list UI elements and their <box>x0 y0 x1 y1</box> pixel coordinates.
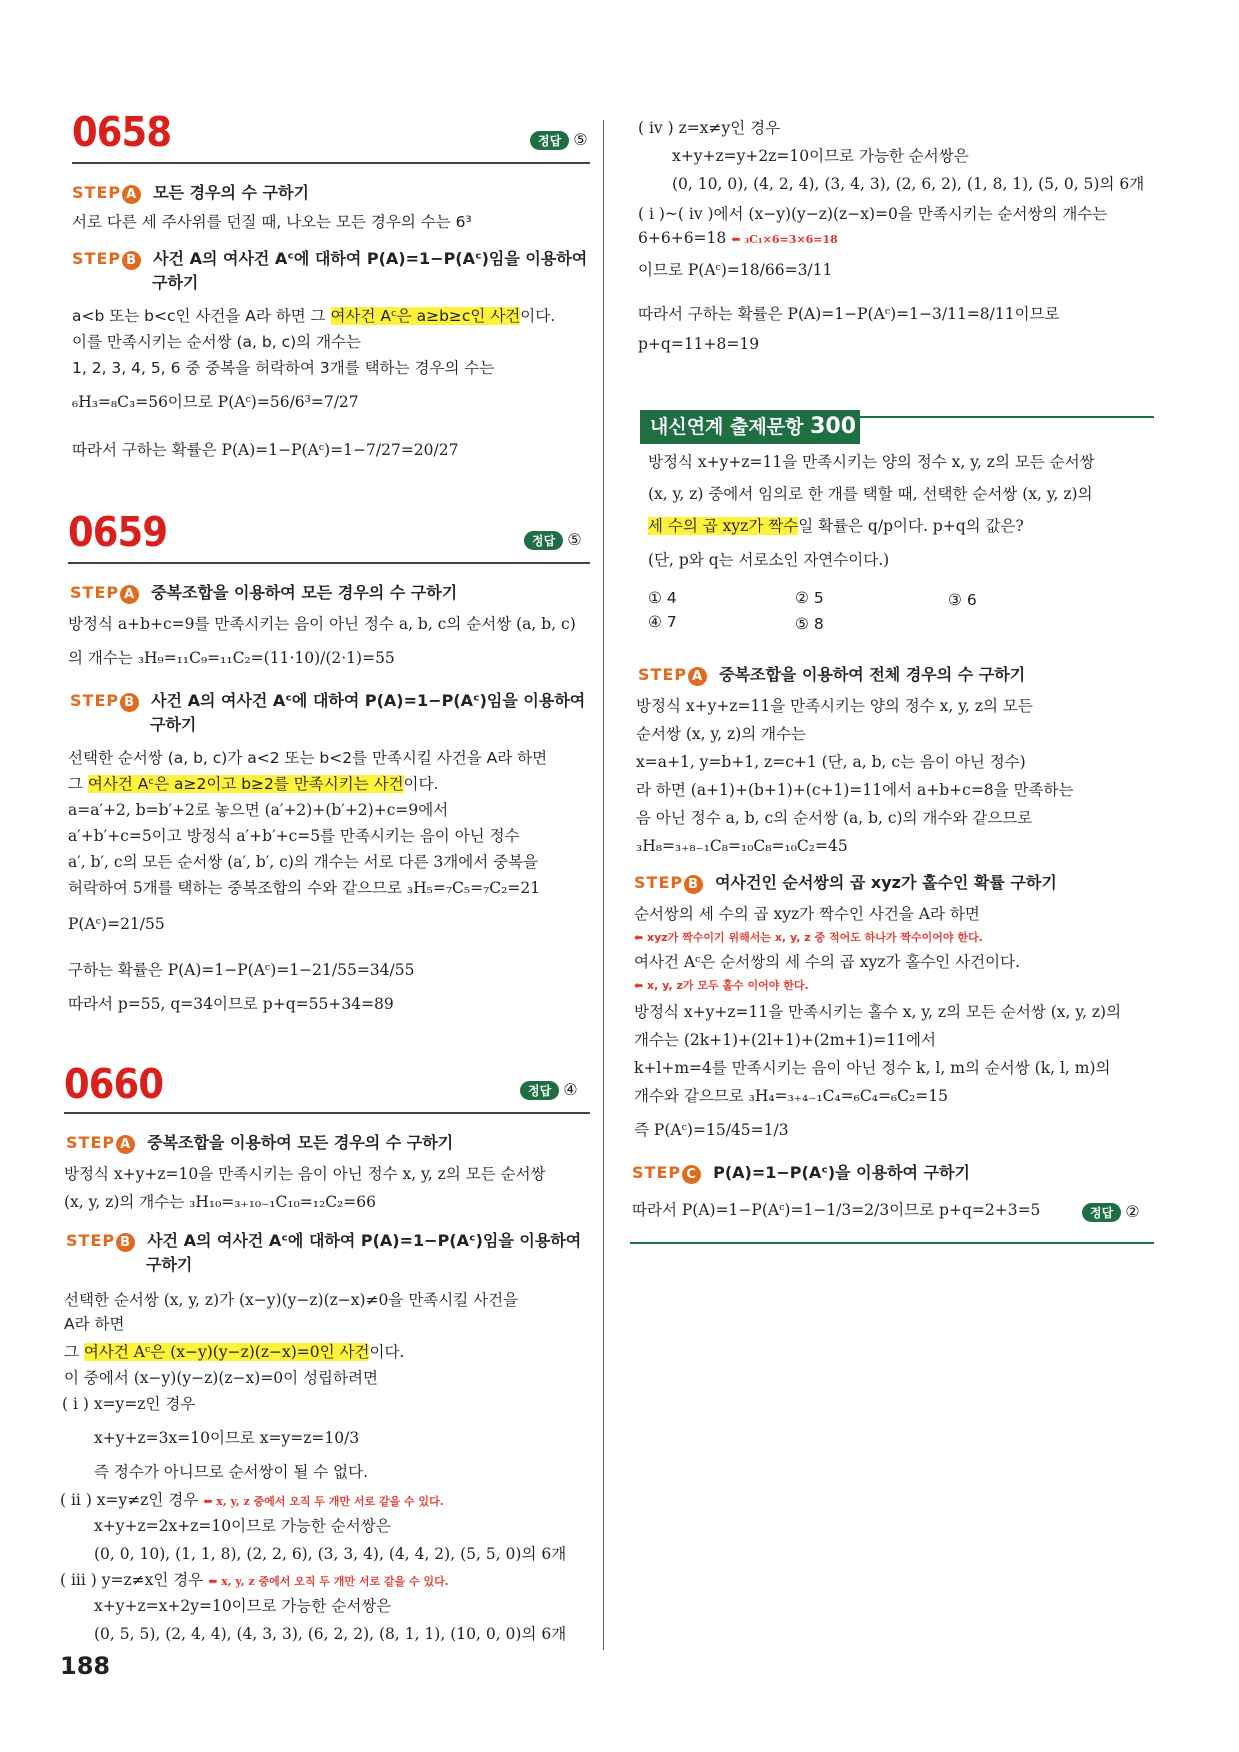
option-3: ③ 6 <box>948 591 977 609</box>
text-line: P(Aᶜ)=21/55 <box>68 915 165 933</box>
text-line: ₆H₃=₈C₃=56이므로 P(Aᶜ)=56/6³=7/27 <box>72 393 359 411</box>
text-line: a′, b′, c의 모든 순서쌍 (a′, b′, c)의 개수는 서로 다른 3개에서 중복을 <box>68 853 539 871</box>
text-line: k+l+m=4를 만족시키는 음이 아닌 정수 k, l, m의 순서쌍 (k, l, m)의 <box>634 1059 1111 1077</box>
note: ⬅ ₃C₁×6=3×6=18 <box>731 233 838 246</box>
step-a-solution: STEP A 중복조합을 이용하여 전체 경우의 수 구하기 <box>638 665 1026 684</box>
step-a-0660: STEP A 중복조합을 이용하여 모든 경우의 수 구하기 <box>66 1133 454 1152</box>
text-line: p+q=11+8=19 <box>638 335 760 353</box>
highlight: 여사건 Aᶜ은 (x−y)(y−z)(z−x)=0인 사건 <box>83 1343 370 1361</box>
option-5: ⑤ 8 <box>795 615 824 633</box>
question-line: (단, p와 q는 서로소인 자연수이다.) <box>648 551 890 569</box>
case-3: ( iii ) y=z≠x인 경우 ⬅ x, y, z 중에서 오직 두 개만 서로 같을 수 있다. <box>60 1571 449 1589</box>
text-line: 개수와 같으므로 ₃H₄=₃₊₄₋₁C₄=₆C₄=₆C₂=15 <box>634 1087 948 1105</box>
step-c-solution: STEP C P(A)=1−P(Aᶜ)을 이용하여 구하기 <box>632 1163 970 1182</box>
text-line: A라 하면 <box>64 1315 125 1333</box>
answer-badge: 정답 <box>520 1081 559 1100</box>
header-bar <box>860 416 1154 418</box>
step-b-0660: STEP B 사건 A의 여사건 Aᶜ에 대하여 P(A)=1−P(Aᶜ)임을 이용하여 <box>66 1231 582 1250</box>
text-line: 이므로 P(Aᶜ)=18/66=3/11 <box>638 261 833 279</box>
answer-value: ⑤ <box>573 130 588 149</box>
step-b-solution: STEP B 여사건인 순서쌍의 곱 xyz가 홀수인 확률 구하기 <box>634 873 1057 892</box>
case-2: ( ii ) x=y≠z인 경우 ⬅ x, y, z 중에서 오직 두 개만 서로 같을 수 있다. <box>60 1491 444 1509</box>
text-line: 이 중에서 (x−y)(y−z)(z−x)=0이 성립하려면 <box>64 1369 378 1387</box>
text-line: a=a′+2, b=b′+2로 놓으면 (a′+2)+(b′+2)+c=9에서 <box>68 801 449 819</box>
text-line: (0, 0, 10), (1, 1, 8), (2, 2, 6), (3, 3, 4), (4, 4, 2), (5, 5, 0)의 6개 <box>94 1545 567 1563</box>
step-a-0659: STEP A 중복조합을 이용하여 모든 경우의 수 구하기 <box>70 583 458 602</box>
problem-number-0660: 0660 <box>64 1060 164 1108</box>
text-line: 그 여사건 Aᶜ은 (x−y)(y−z)(z−x)=0인 사건이다. <box>64 1343 405 1361</box>
text-line: 즉 정수가 아니므로 순서쌍이 될 수 없다. <box>94 1463 369 1481</box>
note: ⬅ xyz가 짝수이기 위해서는 x, y, z 중 적어도 하나가 짝수이어야 한다. <box>634 931 983 944</box>
answer-value: ② <box>1125 1202 1140 1221</box>
answer-value: ⑤ <box>567 530 582 549</box>
text-line: 따라서 P(A)=1−P(Aᶜ)=1−1/3=2/3이므로 p+q=2+3=5 <box>632 1201 1041 1219</box>
text-line: 순서쌍의 세 수의 곱 xyz가 짝수인 사건을 A라 하면 <box>634 905 980 923</box>
text-line: 음 아닌 정수 a, b, c의 순서쌍 (a, b, c)의 개수와 같으므로 <box>636 809 1033 827</box>
page-number: 188 <box>60 1652 111 1680</box>
text-line: x+y+z=y+2z=10이므로 가능한 순서쌍은 <box>672 147 969 165</box>
text-line: (x, y, z)의 개수는 ₃H₁₀=₃₊₁₀₋₁C₁₀=₁₂C₂=66 <box>64 1193 377 1211</box>
text-line: 선택한 순서쌍 (a, b, c)가 a<2 또는 b<2를 만족시킬 사건을 A라 하면 <box>68 749 548 767</box>
text-line: 이를 만족시키는 순서쌍 (a, b, c)의 개수는 <box>72 333 361 351</box>
text-line: 구하는 확률은 P(A)=1−P(Aᶜ)=1−21/55=34/55 <box>68 961 415 979</box>
step-b-0658-cont: 구하기 <box>152 273 199 292</box>
divider <box>72 162 590 164</box>
note: ⬅ x, y, z 중에서 오직 두 개만 서로 같을 수 있다. <box>203 1495 444 1508</box>
text-line: 허락하여 5개를 택하는 중복조합의 수와 같으므로 ₃H₅=₇C₅=₇C₂=21 <box>68 879 541 897</box>
problem-number-0658: 0658 <box>72 108 172 156</box>
text-line: 방정식 x+y+z=11을 만족시키는 홀수 x, y, z의 모든 순서쌍 (x, y, z)의 <box>634 1003 1122 1021</box>
step-b-0659: STEP B 사건 A의 여사건 Aᶜ에 대하여 P(A)=1−P(Aᶜ)임을 이용하여 <box>70 691 586 710</box>
question-line: (x, y, z) 중에서 임의로 한 개를 택할 때, 선택한 순서쌍 (x, y, z)의 <box>648 485 1093 503</box>
related-problem-header: 내신연계 출제문항 300 <box>640 410 860 444</box>
step-b-0658: STEP B 사건 A의 여사건 Aᶜ에 대하여 P(A)=1−P(Aᶜ)임을 이용하여 <box>72 249 588 268</box>
answer-0659 <box>524 530 582 550</box>
text-line: a<b 또는 b<c인 사건을 A라 하면 그 여사건 Aᶜ은 a≥b≥c인 사건이다. <box>72 307 556 325</box>
answer-badge: 정답 <box>530 131 569 150</box>
question-line: 방정식 x+y+z=11을 만족시키는 양의 정수 x, y, z의 모든 순서쌍 <box>648 453 1095 471</box>
text-line: 개수는 (2k+1)+(2l+1)+(2m+1)=11에서 <box>634 1031 936 1049</box>
question-line: 세 수의 곱 xyz가 짝수일 확률은 q/p이다. p+q의 값은? <box>648 517 1024 535</box>
text-line: 1, 2, 3, 4, 5, 6 중 중복을 허락하여 3개를 택하는 경우의 수는 <box>72 359 495 377</box>
text-line: 순서쌍 (x, y, z)의 개수는 <box>636 725 807 743</box>
answer-badge: 정답 <box>524 531 563 550</box>
option-1: ① 4 <box>648 589 677 607</box>
text-line: 라 하면 (a+1)+(b+1)+(c+1)=11에서 a+b+c=8을 만족하는 <box>636 781 1074 799</box>
end-rule <box>630 1242 1154 1244</box>
step-b-0660-cont: 구하기 <box>146 1255 193 1274</box>
text-line: 따라서 구하는 확률은 P(A)=1−P(Aᶜ)=1−3/11=8/11이므로 <box>638 305 1060 323</box>
answer-0658 <box>530 130 588 150</box>
text-line: 즉 P(Aᶜ)=15/45=1/3 <box>634 1121 789 1139</box>
text-line: 여사건 Aᶜ은 순서쌍의 세 수의 곱 xyz가 홀수인 사건이다. <box>634 953 1021 971</box>
text-line: x+y+z=2x+z=10이므로 가능한 순서쌍은 <box>94 1517 391 1535</box>
text-line: ₃H₈=₃₊₈₋₁C₈=₁₀C₈=₁₀C₂=45 <box>636 837 848 855</box>
text-line: (0, 5, 5), (2, 4, 4), (4, 3, 3), (6, 2, 2), (8, 1, 1), (10, 0, 0)의 6개 <box>94 1625 567 1643</box>
column-divider <box>603 120 604 1650</box>
text-line: x+y+z=x+2y=10이므로 가능한 순서쌍은 <box>94 1597 392 1615</box>
highlight: 세 수의 곱 xyz가 짝수 <box>648 517 799 535</box>
step-a-0658: STEP A 모든 경우의 수 구하기 <box>72 183 309 202</box>
answer-badge: 정답 <box>1082 1203 1121 1222</box>
option-4: ④ 7 <box>648 613 677 631</box>
divider <box>68 562 590 564</box>
text-line: x+y+z=3x=10이므로 x=y=z=10/3 <box>94 1429 360 1447</box>
text-line: 방정식 x+y+z=10을 만족시키는 음이 아닌 정수 x, y, z의 모든 순서쌍 <box>64 1165 546 1183</box>
text-line: (0, 10, 0), (4, 2, 4), (3, 4, 3), (2, 6, 2), (1, 8, 1), (5, 0, 5)의 6개 <box>672 175 1145 193</box>
text-line: 방정식 x+y+z=11을 만족시키는 양의 정수 x, y, z의 모든 <box>636 697 1033 715</box>
text-line: ( i )~( iv )에서 (x−y)(y−z)(z−x)=0을 만족시키는 순서쌍의 개수는 <box>638 205 1108 223</box>
answer-0660 <box>520 1080 578 1100</box>
text-line: 6+6+6=18 ⬅ ₃C₁×6=3×6=18 <box>638 229 838 247</box>
divider <box>64 1112 590 1114</box>
step-b-0659-cont: 구하기 <box>150 715 197 734</box>
text-line: a′+b′+c=5이고 방정식 a′+b′+c=5를 만족시키는 음이 아닌 정수 <box>68 827 520 845</box>
text-line: 방정식 a+b+c=9를 만족시키는 음이 아닌 정수 a, b, c의 순서쌍 (a, b, c) <box>68 615 576 633</box>
answer-value: ④ <box>563 1080 578 1099</box>
problem-number-0659: 0659 <box>68 508 168 556</box>
text-line: 선택한 순서쌍 (x, y, z)가 (x−y)(y−z)(z−x)≠0을 만족시킬 사건을 <box>64 1291 519 1309</box>
final-answer <box>1082 1202 1140 1222</box>
text-line: x=a+1, y=b+1, z=c+1 (단, a, b, c는 음이 아닌 정수) <box>636 753 1026 771</box>
case-1: ( i ) x=y=z인 경우 <box>62 1395 196 1413</box>
text-line: 따라서 구하는 확률은 P(A)=1−P(Aᶜ)=1−7/27=20/27 <box>72 441 459 459</box>
case-4: ( iv ) z=x≠y인 경우 <box>638 119 781 137</box>
highlight: 여사건 Aᶜ은 a≥2이고 b≥2를 만족시키는 사건 <box>87 775 404 793</box>
note: ⬅ x, y, z 중에서 오직 두 개만 서로 같을 수 있다. <box>208 1575 449 1588</box>
text-line: 따라서 p=55, q=34이므로 p+q=55+34=89 <box>68 995 394 1013</box>
text-line: 그 여사건 Aᶜ은 a≥2이고 b≥2를 만족시키는 사건이다. <box>68 775 439 793</box>
text-line: 서로 다른 세 주사위를 던질 때, 나오는 모든 경우의 수는 6³ <box>72 213 472 231</box>
option-2: ② 5 <box>795 589 824 607</box>
highlight: 여사건 Aᶜ은 a≥b≥c인 사건 <box>330 307 521 325</box>
note: ⬅ x, y, z가 모두 홀수 이어야 한다. <box>634 979 809 992</box>
text-line: 의 개수는 ₃H₉=₁₁C₉=₁₁C₂=(11·10)/(2·1)=55 <box>68 649 395 667</box>
